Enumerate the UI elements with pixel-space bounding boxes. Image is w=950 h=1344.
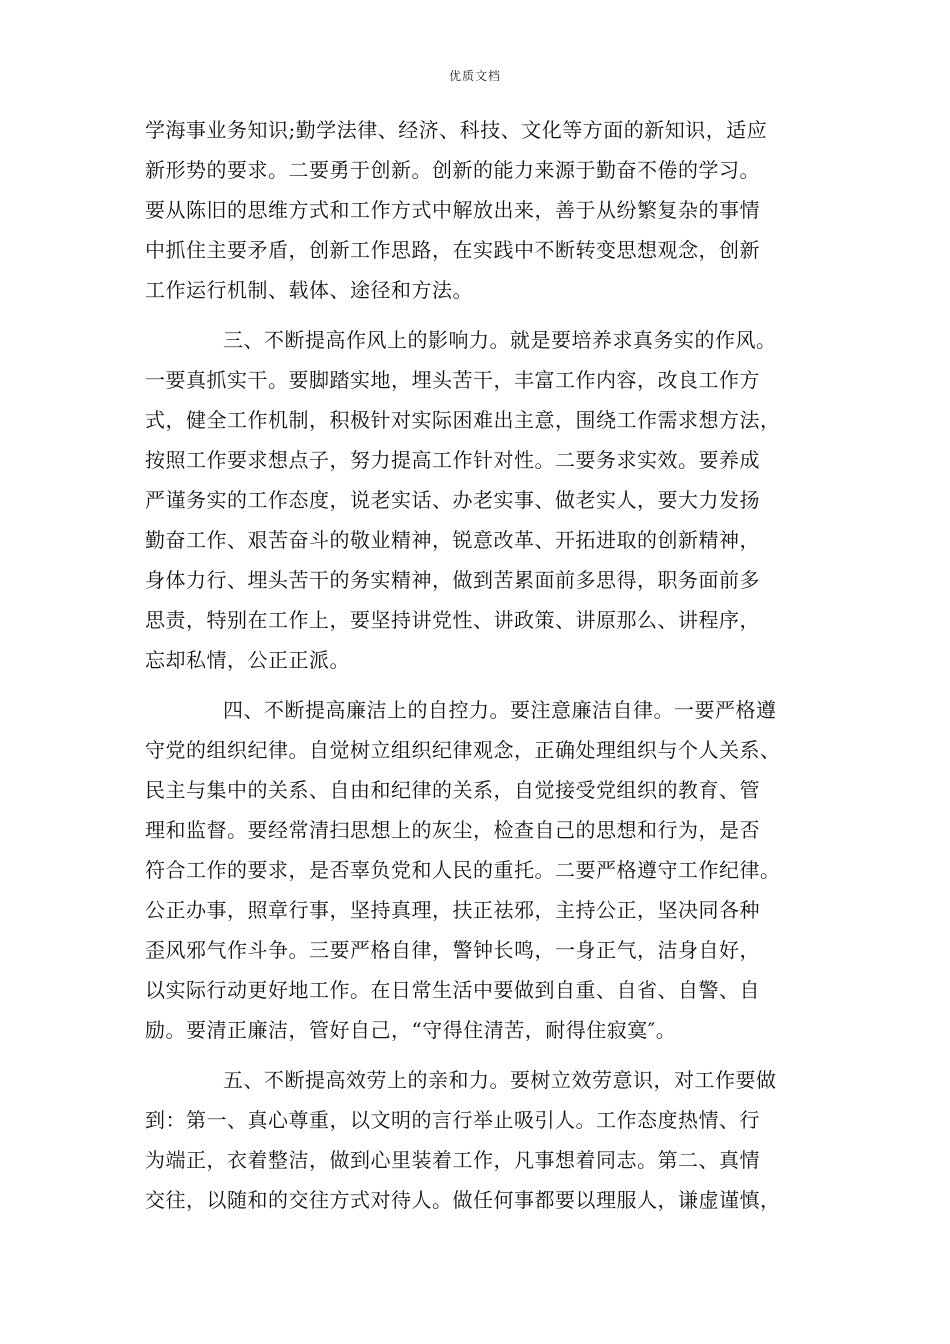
paragraph-section-three — [145, 320, 810, 680]
text-line: 交往，以随和的交往方式对待人。做任何事都要以理服人，谦虚谨慎， — [145, 1188, 781, 1212]
text-line: 民主与集中的关系、自由和纪律的关系，自觉接受党组织的教育、管 — [145, 778, 760, 802]
document-body — [145, 110, 810, 1220]
text-line-indented: 三、不断提高作风上的影响力。就是要培养求真务实的作风。 — [223, 328, 777, 352]
text-line: 歪风邪气作斗争。三要严格自律，警钟长鸣，一身正气，洁身自好， — [145, 938, 760, 962]
text-line: 中抓住主要矛盾，创新工作思路，在实践中不断转变思想观念，创新 — [145, 238, 760, 262]
text-line: 到：第一、真心尊重，以文明的言行举止吸引人。工作态度热情、行 — [145, 1108, 760, 1132]
text-line: 公正办事，照章行事，坚持真理，扶正祛邪，主持公正，坚决同各种 — [145, 898, 760, 922]
text-line: 理和监督。要经常清扫思想上的灰尘，检查自己的思想和行为，是否 — [145, 818, 760, 842]
text-line: 式，健全工作机制，积极针对实际困难出主意，围绕工作需求想方法， — [145, 408, 781, 432]
page-header: 优质文档 — [448, 69, 501, 83]
paragraph-section-four — [145, 690, 810, 1050]
text-line: 要从陈旧的思维方式和工作方式中解放出来，善于从纷繁复杂的事情 — [145, 198, 760, 222]
text-line: 按照工作要求想点子，努力提高工作针对性。二要务求实效。要养成 — [145, 448, 760, 472]
text-line: 思责，特别在工作上，要坚持讲党性、讲政策、讲原那么、讲程序， — [145, 608, 760, 632]
paragraph-continued — [145, 110, 810, 310]
text-line: 学海事业务知识;勤学法律、经济、科技、文化等方面的新知识，适应 — [145, 118, 768, 142]
text-line-indented: 五、不断提高效劳上的亲和力。要树立效劳意识，对工作要做 — [223, 1068, 777, 1092]
text-line: 新形势的要求。二要勇于创新。创新的能力来源于勤奋不倦的学习。 — [145, 158, 760, 182]
text-line: 严谨务实的工作态度，说老实话、办老实事、做老实人，要大力发扬 — [145, 488, 760, 512]
text-line: 身体力行、埋头苦干的务实精神，做到苦累面前多思得，职务面前多 — [145, 568, 760, 592]
text-line: 忘却私情，公正正派。 — [145, 648, 350, 672]
text-line: 为端正，衣着整洁，做到心里装着工作，凡事想着同志。第二、真情 — [145, 1148, 760, 1172]
text-line: 符合工作的要求，是否辜负党和人民的重托。二要严格遵守工作纪律。 — [145, 858, 781, 882]
text-line: 以实际行动更好地工作。在日常生活中要做到自重、自省、自警、自 — [145, 978, 760, 1002]
text-line-indented: 四、不断提高廉洁上的自控力。要注意廉洁自律。一要严格遵 — [223, 698, 777, 722]
text-line: 守党的组织纪律。自觉树立组织纪律观念，正确处理组织与个人关系、 — [145, 738, 781, 762]
text-line: 工作运行机制、载体、途径和方法。 — [145, 278, 473, 302]
text-line: 一要真抓实干。要脚踏实地，埋头苦干，丰富工作内容，改良工作方 — [145, 368, 760, 392]
paragraph-section-five — [145, 1060, 810, 1220]
text-line: 勤奋工作、艰苦奋斗的敬业精神，锐意改革、开拓进取的创新精神， — [145, 528, 760, 552]
text-line: 励。要清正廉洁，管好自己，“守得住清苦，耐得住寂寞″。 — [145, 1018, 677, 1042]
